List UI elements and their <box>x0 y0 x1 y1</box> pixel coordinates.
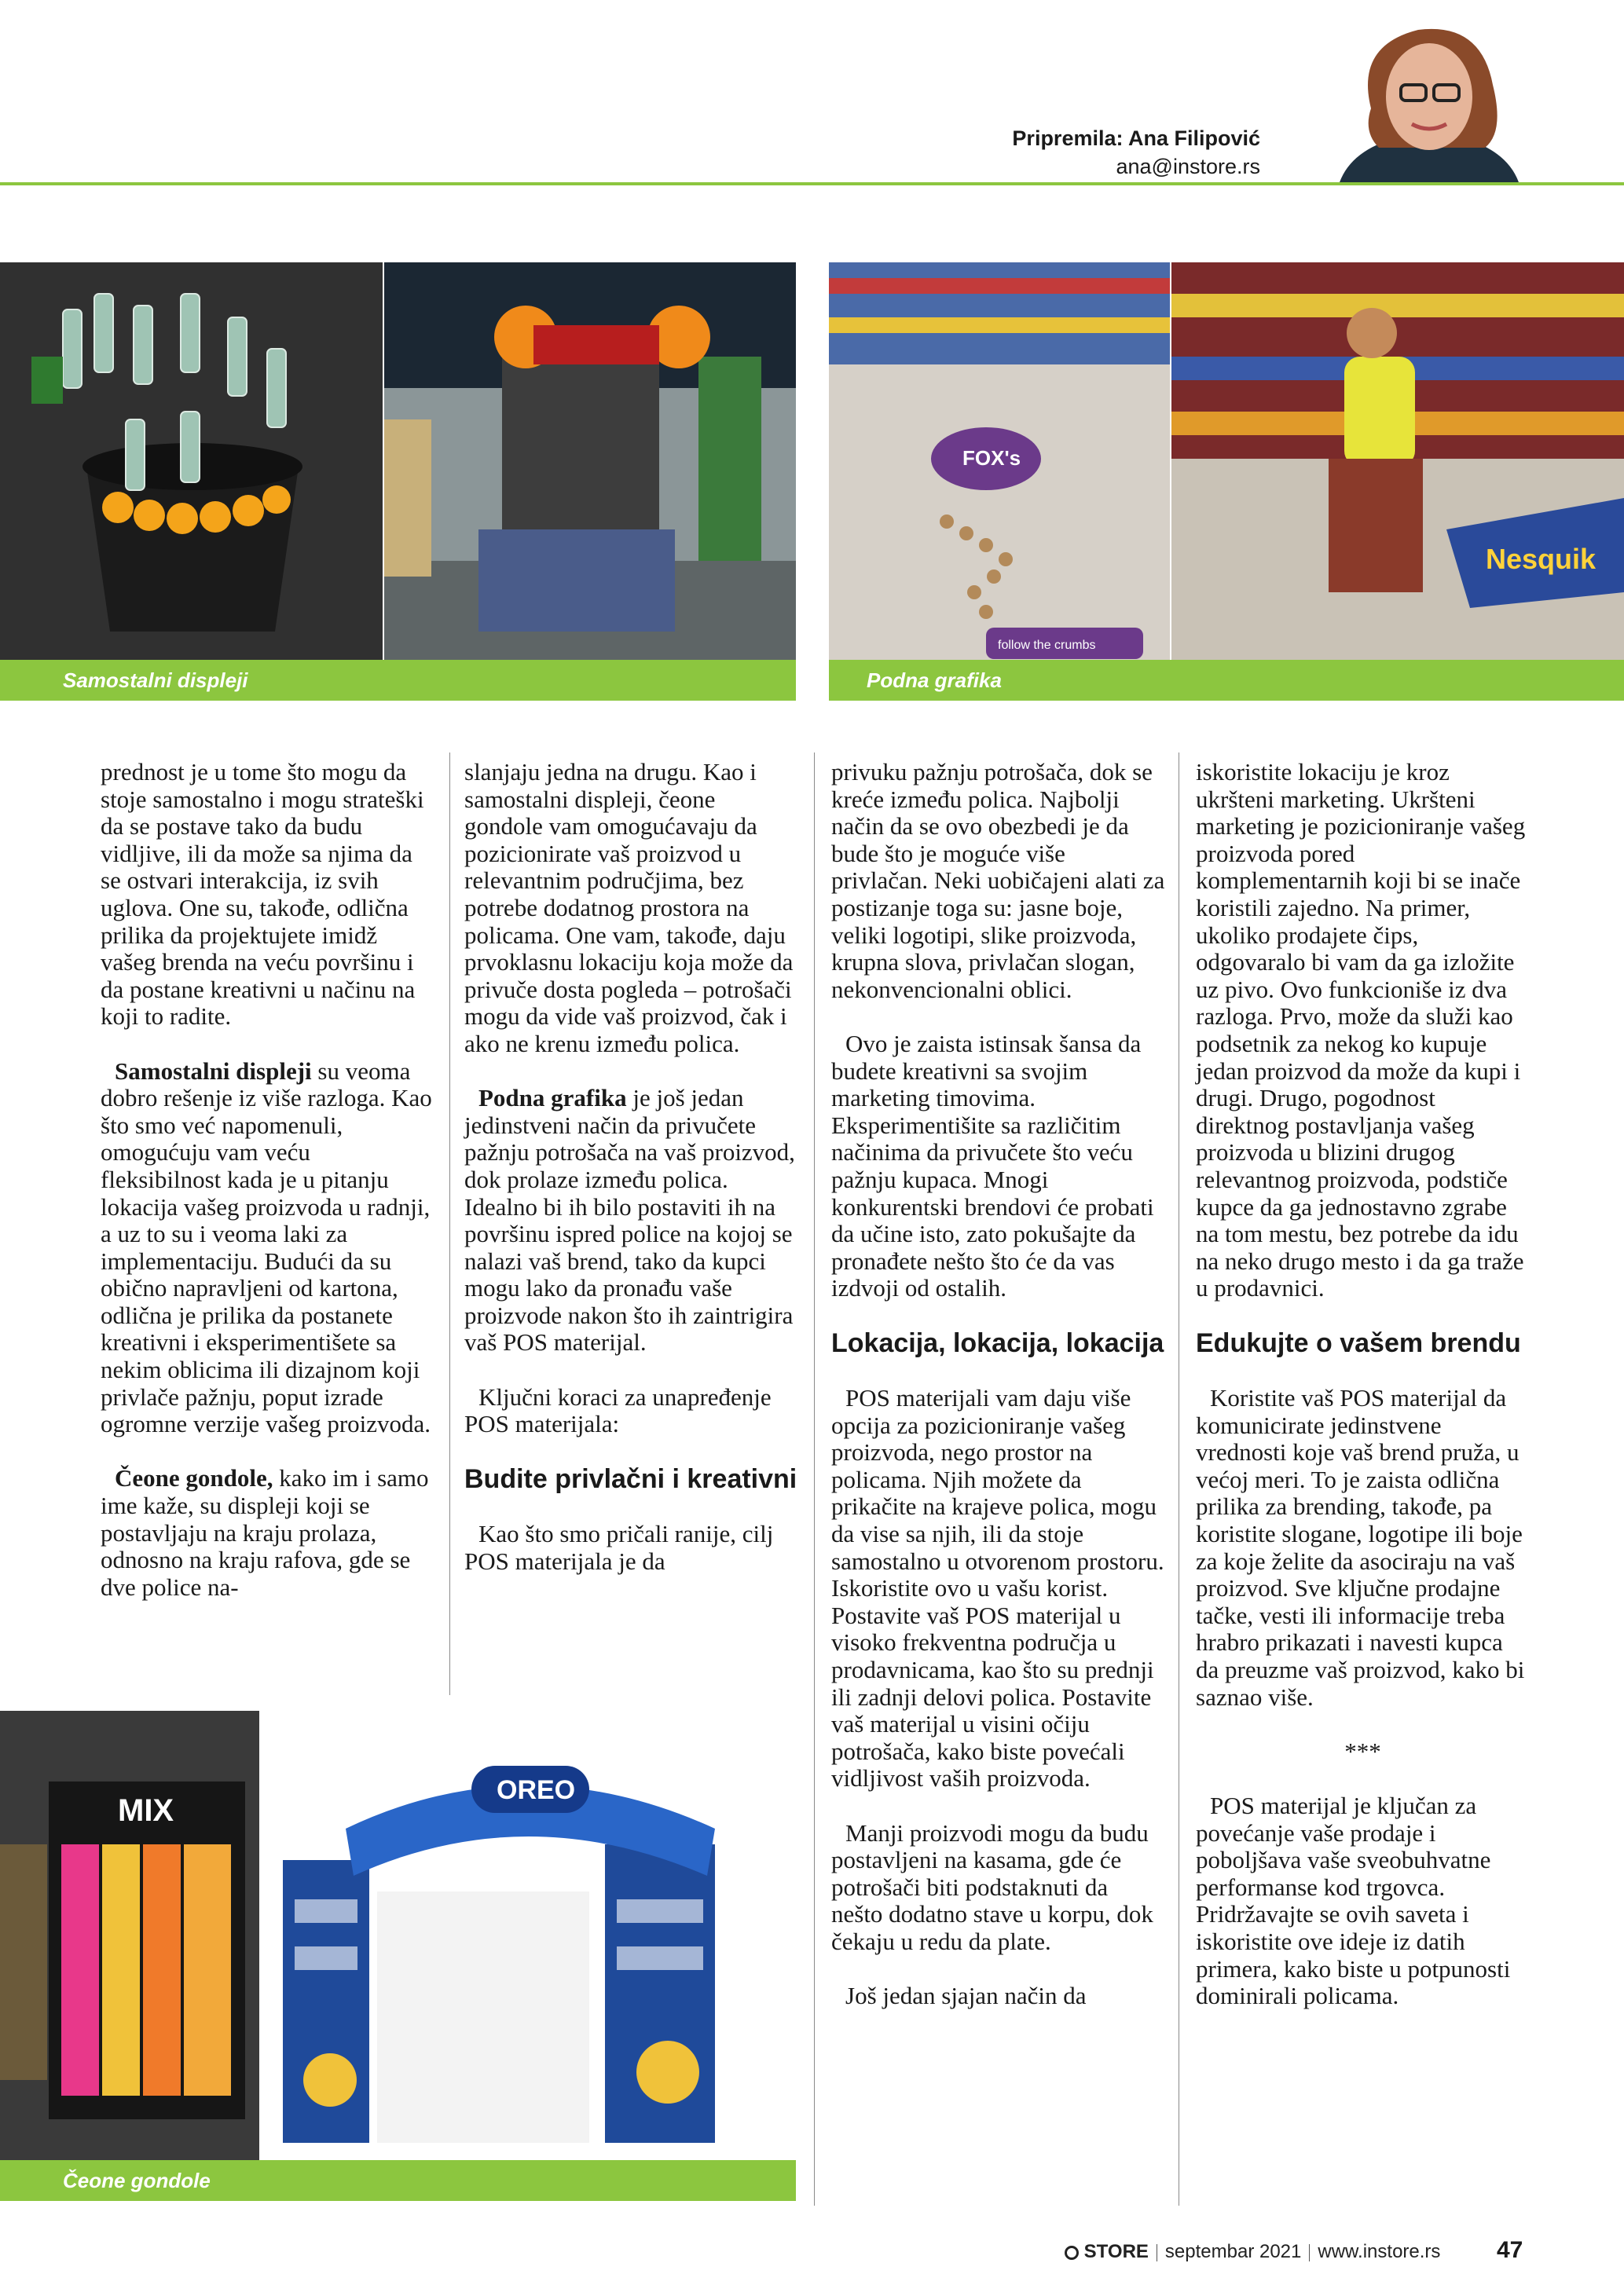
column-divider <box>449 753 450 1695</box>
paragraph: Manji proizvodi mogu da budu postavljeni na kasama, gde će potrošači biti podstaknuti da nešto dodatno stave u korpu, dok čekaju u redu da plate. <box>831 1818 1153 1955</box>
paragraph: privuku pažnju potrošača, dok se kreće između polica. Najbolji način da se ovo obezbedi je da bude što je moguće više privlačan. Neki uobičajeni alati za postizanje toga su: jasne boje, veliki logotipi, slike proizvoda, krupna slova, privlačan slogan, nekonvencionalni oblici. <box>831 758 1165 1003</box>
photo-standalone-bottles <box>0 262 383 661</box>
oreo-logo-text: OREO <box>497 1775 576 1805</box>
caption-text: Podna grafika <box>867 668 1002 692</box>
paragraph: slanjaju jedna na drugu. Kao i samostalni displeji, čeone gondole vam omogućavaju da pozicionirate vaš proizvod u relevantnim područjima, bez potrebe dodatnog prostora na policama. One vam, takođe, daju prvoklasnu lokaciju koja može da privuče dosta pogleda – potrošači mogu da vide vaš proizvod, čak i ako ne krenu između polica. <box>464 758 794 1057</box>
column-2 <box>464 759 798 1602</box>
paragraph-text: kako im i samo ime kaže, su displeji koji se postavljaju na kraju prolaza, odnosno na kraju rafova, gde se dve police na- <box>101 1464 429 1601</box>
paragraph <box>464 1085 798 1357</box>
photo-floor-graphics-child <box>1171 262 1624 661</box>
column-4 <box>1196 759 1530 2037</box>
caption-text: Čeone gondole <box>63 2169 211 2192</box>
paragraph: Ključni koraci za unapređenje POS materijala: <box>464 1382 772 1438</box>
paragraph-text: je još jedan jedinstveni način da privučete pažnju potrošača na vaš proizvod, dok prolaze između polica. Idealno bi ih bilo postaviti ih na površinu ispred police na kojoj se nalazi vaš brend, tako da kupci mogu lako da pronađu vaše proizvode nakon što ih zaintrigira vaš POS materijal. <box>464 1084 795 1357</box>
section-break-stars: *** <box>1344 1737 1381 1765</box>
floor-brand2-label: Nesquik <box>1486 543 1597 575</box>
paragraph: prednost je u tome što mogu da stoje samostalno i mogu strateški da se postave tako da budu vidljive, ili da može sa njima da se ostvari interakcija, iz svih uglova. One su, takođe, odlična prilika da projektujete imidž vašeg brenda na veću površinu i da postane kreativni u načinu na koji to radite. <box>101 758 424 1031</box>
section-heading: Budite privlačni i kreativni <box>464 1464 797 1495</box>
lead-term: Podna grafika <box>478 1084 627 1112</box>
caption-floor-graphics <box>829 660 1624 701</box>
paragraph: Ovo je zaista istinsak šansa da budete kreativni sa svojim marketing timovima. Eksperimentišite sa različitim načinima da privučete što veću pažnju kupaca. Mnogi konkurentski brendovi će probati da učine isto, zato pokušajte da pronađete nešto što će da vas izdvoji od ostalih. <box>831 1029 1154 1302</box>
author-byline <box>1012 124 1260 181</box>
floor-tagline: follow the crumbs <box>998 639 1096 652</box>
paragraph: iskoristite lokaciju je kroz ukršteni marketing. Ukršteni marketing je pozicioniranje vašeg proizvoda pored komplementarnih koji bi se inače koristili zajedno. Na primer, ukoliko prodajete čips, odgovaralo bi vam da ga izložite uz pivo. Ovo funkcioniše iz dva razloga. Prvo, može da služi kao podsetnik za nekog ko kupuje jedan proizvod da može da kupi i drugi. Drugo, pogodnost direktnog postavljanja vašeg proizvoda u blizini drugog relevantnog proizvoda, podstiče kupce da ga jednostavno zgrabe na tom mestu, bez potrebe da idu na neko drugo mesto i da ga traže u prodavnici. <box>1196 758 1526 1302</box>
author-email: ana@instore.rs <box>1116 155 1260 178</box>
photo-endcap-gondolas <box>0 1711 796 2162</box>
lead-term: Čeone gondole, <box>115 1464 273 1492</box>
mix-sign: MIX <box>118 1793 174 1828</box>
footer-brand: STORE <box>1083 2241 1149 2262</box>
photo-tradeshow-display <box>384 262 796 661</box>
paragraph: Kao što smo pričali ranije, cilj POS materijala je da <box>464 1520 774 1575</box>
paragraph: POS materijal je ključan za povećanje vaše prodaje i poboljšava vaše sveobuhvatne performanse kod trgovca. Pridržavajte se ovih saveta i iskoristite ove ideje iz datih primera, kako biste u potpunosti dominirali policama. <box>1196 1791 1511 2010</box>
paragraph <box>101 1465 434 1601</box>
section-heading: Lokacija, lokacija, lokacija <box>831 1328 1164 1359</box>
caption-text: Samostalni displeji <box>63 668 248 692</box>
author-portrait <box>1324 14 1534 182</box>
column-1 <box>101 759 434 1628</box>
footer-date: septembar 2021 <box>1164 2241 1302 2262</box>
column-3 <box>831 759 1165 2037</box>
page-footer <box>1065 2241 1440 2263</box>
paragraph: Još jedan sjajan način da <box>845 1982 1087 2010</box>
lead-term: Samostalni displeji <box>115 1056 312 1085</box>
paragraph <box>101 1058 434 1438</box>
column-divider <box>814 753 815 2206</box>
store-logo-icon <box>1065 2246 1079 2260</box>
footer-website: www.instore.rs <box>1318 2241 1441 2262</box>
paragraph: POS materijali vam daju više opcija za pozicioniranje vašeg proizvoda, nego prostor na policama. Njih možete da prikačite na krajeve polica, mogu da vise sa njih, ili da stoje samostalno u otvorenom prostoru. Iskoristite ovo u vašu korist. Postavite vaš POS materijal u visoko frekventna područja u prodavnicama, kao što su prednji ili zadnji delovi polica. Postavite vaš materijal u visini očiju potrošača, kako biste povećali vidljivost vaših proizvoda. <box>831 1384 1164 1792</box>
paragraph-text: su veoma dobro rešenje iz više razloga. Kao što smo već napomenuli, omogućuju vam veću fleksibilnost kada je u pitanju lokacija vašeg proizvoda u radnji, a uz to su i veoma laki za implementaciju. Budući da su obično napravljeni od kartona, odlična je prilika da postanete kreativni i eksperimentišete sa nekim oblicima ili dizajnom koji privlače pažnju, poput izrade ogromne verzije vašeg proizvoda. <box>101 1056 432 1438</box>
paragraph: Koristite vaš POS materijal da komunicirate jedinstvene vrednosti koje vaš brend pruža, u većoj meri. To je zaista odlična prilika za brending, takođe, pa koristite slogane, logotipe ili boje za koje želite da asociraju na vaš proizvod. Sve ključne prodajne tačke, vesti ili informacije treba hrabro prikazati i navesti kupca da preuzme vaš proizvod, kako bi saznao više. <box>1196 1384 1525 1711</box>
header-rule <box>0 182 1624 185</box>
floor-brand-label: FOX's <box>962 446 1021 470</box>
caption-endcap-gondolas <box>0 2160 796 2201</box>
photo-floor-graphics-crumbs <box>829 262 1170 661</box>
page-number: 47 <box>1497 2237 1523 2263</box>
section-heading: Edukujte o vašem brendu <box>1196 1328 1521 1359</box>
author-name: Pripremila: Ana Filipović <box>1012 126 1260 150</box>
caption-standalone-displays <box>0 660 796 701</box>
